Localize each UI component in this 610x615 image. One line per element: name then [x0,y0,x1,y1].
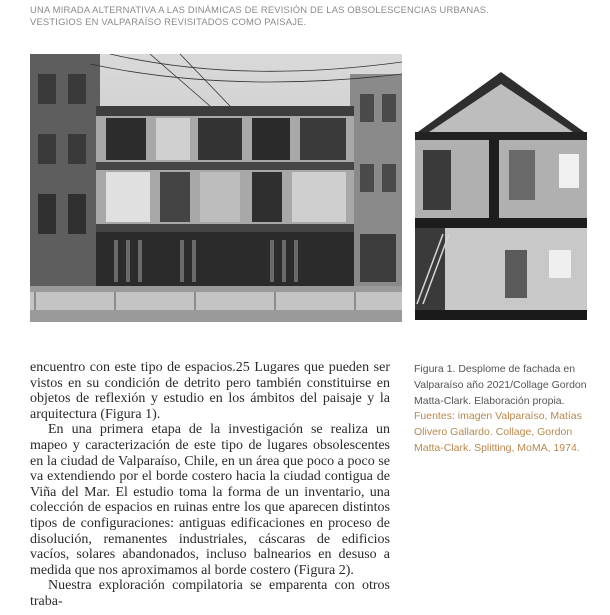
body-paragraph-2: En una primera etapa de la investigación se realiza un mapeo y caracterización de este tipo de lugares obsolescentes en la ciudad de Valparaíso, Chile, en un área que poco a poco se va extendiendo por el borde costero hacia la ciudad contigua de Viña del Mar. El estudio toma la forma de un inventario, una colección de espacios en ruinas entre los que aparecen distintos tipos de configuraciones: antiguas edificaciones en proceso de disolución, remanentes industriales, cáscaras de edificios vacíos, solares abandonados, incluso balnearios en desuso a medida que nos aproximamos al borde costero (Figura 2). [30,422,390,578]
figure-caption [414,362,594,457]
running-header-line-2: VESTIGIOS EN VALPARAÍSO REVISITADOS COMO PAISAJE. [30,16,307,27]
running-header [30,4,590,28]
body-paragraph-1: encuentro con este tipo de espacios.25 Lugares que pueden ser vistos en su condición de detrito pero también constituirse en objetos de reflexión y estudio en los ámbitos del paisaje y la arquitectura (Figura 1). [30,360,390,422]
body-paragraph-3: Nuestra exploración compilatoria se emparenta con otros traba- [30,578,390,609]
caption-text: Figura 1. Desplome de fachada en Valparaíso año 2021/Collage Gordon Matta-Clark. Elaboración propia. [414,363,587,407]
running-header-line-1: UNA MIRADA ALTERNATIVA A LAS DINÁMICAS DE REVISIÓN DE LAS OBSOLESCENCIAS URBANAS. [30,4,490,15]
caption-sources: Fuentes: imagen Valparaíso, Matías Olivero Gallardo. Collage, Gordon Matta-Clark. Splitting, MoMA, 1974. [414,410,582,454]
collapsed-facade-photo [30,54,402,322]
body-text [30,360,390,610]
splitting-collage-photo [409,54,593,322]
